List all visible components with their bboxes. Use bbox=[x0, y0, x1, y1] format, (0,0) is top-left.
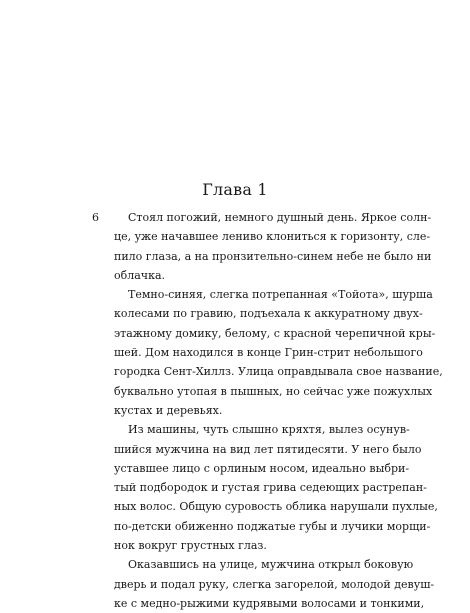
text-line: Оказавшись на улице, мужчина открыл боковую bbox=[128, 558, 414, 572]
chapter-title: Глава 1 bbox=[202, 180, 268, 199]
text-line: Из машины, чуть слышно кряхтя, вылез осунув- bbox=[128, 423, 410, 437]
text-line: городка Сент-Хиллз. Улица оправдывала свое название, bbox=[114, 365, 443, 379]
text-line: ных волос. Общую суровость облика нарушали пухлые, bbox=[114, 500, 438, 514]
text-line: колесами по гравию, подъехала к аккуратному двух- bbox=[114, 307, 423, 321]
text-line: по-детски обиженно поджатые губы и лучики морщи- bbox=[114, 519, 431, 533]
text-line: дверь и подал руку, слегка загорелой, молодой девуш- bbox=[114, 577, 435, 591]
text-line: Темно-синяя, слегка потрепанная «Тойота», шурша bbox=[128, 288, 433, 302]
text-line: нок вокруг грустных глаз. bbox=[114, 539, 267, 553]
text-line: шийся мужчина на вид лет пятидесяти. У него было bbox=[114, 442, 422, 456]
body-text bbox=[114, 208, 443, 613]
text-line: ке с медно-рыжими кудрявыми волосами и тонкими, bbox=[114, 596, 425, 610]
page-number: 6 bbox=[92, 211, 99, 224]
text-line: облачка. bbox=[114, 268, 165, 282]
text-line: Стоял погожий, немного душный день. Яркое солн- bbox=[128, 211, 432, 224]
text-line: уставшее лицо с орлиным носом, идеально выбри- bbox=[114, 461, 410, 475]
text-line: пило глаза, а на пронзительно-синем небе не было ни bbox=[114, 249, 432, 263]
text-line: це, уже начавшее лениво клониться к горизонту, сле- bbox=[114, 230, 431, 244]
text-line: шей. Дом находился в конце Грин-стрит небольшого bbox=[114, 346, 423, 360]
text-line: тый подбородок и густая грива седеющих растрепан- bbox=[114, 481, 427, 495]
text-line: этажному домику, белому, с красной черепичной кры- bbox=[114, 326, 436, 340]
text-line: кустах и деревьях. bbox=[114, 403, 223, 417]
text-line: буквально утопая в пышных, но сейчас уже пожухлых bbox=[114, 384, 433, 398]
